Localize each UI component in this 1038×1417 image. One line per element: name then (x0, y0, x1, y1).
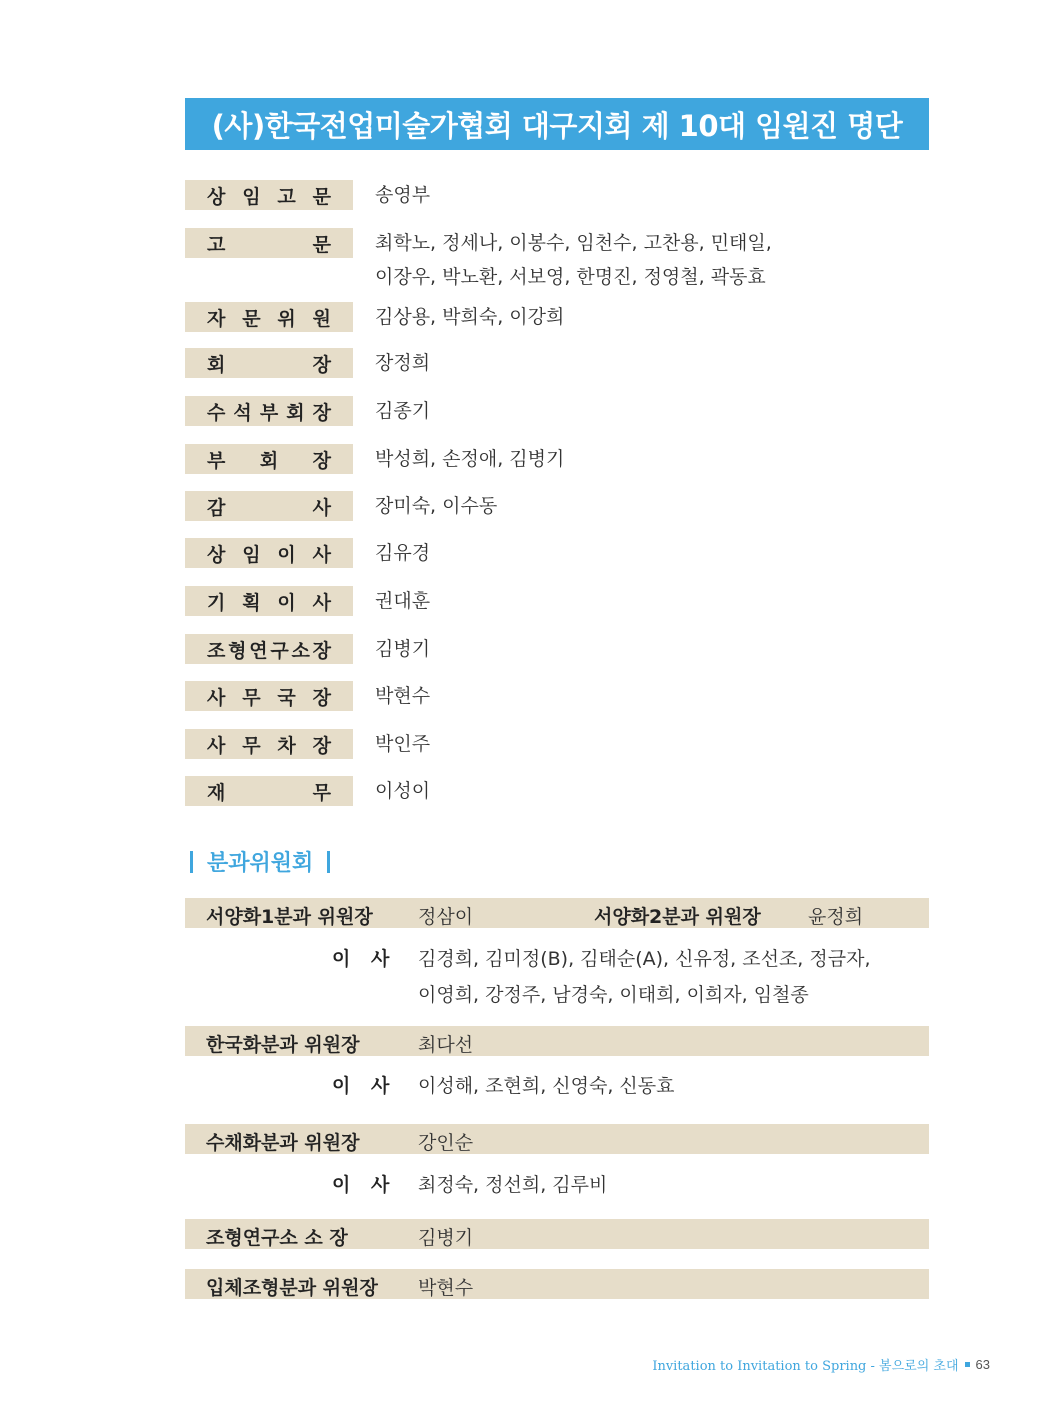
officer-names-line: 권대훈 (375, 590, 431, 612)
officer-role-char: 무 (242, 686, 261, 709)
committee-heading (190, 846, 330, 877)
officer-role (185, 228, 353, 258)
officer-role (185, 348, 353, 378)
officer-role-char: 회 (207, 353, 226, 376)
officer-names-line: 김병기 (375, 638, 431, 660)
officer-role (185, 538, 353, 568)
korean-chair: 최다선 (418, 1034, 474, 1056)
officer-role-char: 사 (312, 543, 331, 566)
western-directors-line2: 이영희, 강정주, 남경숙, 이태희, 이희자, 임철종 (418, 984, 809, 1006)
officer-role-char: 원 (312, 307, 331, 330)
officer-names-line: 이성이 (375, 780, 431, 802)
page-number: 63 (975, 1357, 990, 1372)
officer-role-char: 차 (277, 734, 296, 757)
officer-role (185, 729, 353, 759)
officer-role (185, 776, 353, 806)
officer-role-char: 위 (277, 307, 296, 330)
watercolor-label: 수채화분과 위원장 (206, 1132, 360, 1154)
korean-directors-label: 이 사 (332, 1075, 390, 1097)
officer-role (185, 491, 353, 521)
officer-role-char: 장 (312, 639, 331, 662)
officer-row (185, 491, 497, 523)
watercolor-chair: 강인순 (418, 1132, 474, 1154)
officer-names (375, 632, 430, 666)
officer-role-char: 석 (233, 401, 252, 424)
officer-role-char: 기 (207, 591, 226, 614)
officer-names-line: 송영부 (375, 184, 431, 206)
officer-role-char: 획 (242, 591, 261, 614)
officer-role-char: 사 (207, 686, 226, 709)
heading-bar-right (327, 851, 330, 873)
officer-names (375, 300, 564, 334)
officer-role-char: 감 (207, 496, 226, 519)
officer-role-char: 무 (312, 781, 331, 804)
officer-row (185, 228, 772, 294)
officer-role-char: 장 (312, 686, 331, 709)
officer-row (185, 180, 430, 212)
officer-role (185, 180, 353, 210)
officer-role-char: 임 (242, 543, 261, 566)
officer-role-char: 장 (312, 734, 331, 757)
officer-role (185, 302, 353, 332)
officer-role (185, 634, 353, 664)
officer-role-char: 이 (277, 543, 296, 566)
western-directors-label: 이 사 (332, 948, 390, 970)
heading-bar-left (190, 851, 193, 873)
officer-row (185, 681, 430, 713)
officer-row (185, 776, 430, 808)
officer-role-char: 조 (207, 639, 226, 662)
western2-label: 서양화2분과 위원장 (594, 906, 761, 928)
officer-role-char: 자 (207, 307, 226, 330)
officer-role-char: 장 (312, 353, 331, 376)
watercolor-directors: 최정숙, 정선희, 김루비 (418, 1174, 608, 1196)
western1-label: 서양화1분과 위원장 (206, 906, 373, 928)
officer-names (375, 679, 430, 713)
officer-role-char: 고 (207, 233, 226, 256)
officer-names (375, 584, 430, 618)
officer-row (185, 396, 430, 428)
officer-role-char: 회 (286, 401, 305, 424)
korean-label: 한국화분과 위원장 (206, 1034, 360, 1056)
western1-chair: 정삼이 (418, 906, 474, 928)
officer-names-line: 김유경 (375, 542, 431, 564)
officer-role-char: 고 (277, 185, 296, 208)
officer-role-char: 형 (228, 639, 247, 662)
officer-role-char: 회 (259, 449, 279, 472)
officer-role-char: 사 (207, 734, 226, 757)
officer-role-char: 소 (291, 639, 310, 662)
western-directors-line1: 김경희, 김미정(B), 김태순(A), 신유정, 조선조, 정금자, (418, 948, 871, 970)
officer-names-line: 장정희 (375, 352, 431, 374)
officer-names (375, 442, 564, 476)
officer-role-char: 문 (312, 233, 331, 256)
officer-names (375, 774, 430, 808)
lab-label: 조형연구소 소 장 (206, 1227, 348, 1249)
officer-role-char: 문 (312, 185, 331, 208)
committee-heading-text: 분과위원회 (207, 851, 314, 876)
officer-names-line: 김상용, 박희숙, 이강희 (375, 306, 565, 328)
officer-role (185, 444, 353, 474)
western2-chair: 윤정희 (808, 906, 864, 928)
watercolor-directors-label: 이 사 (332, 1174, 390, 1196)
officer-names-line: 박인주 (375, 733, 431, 755)
footer-text: Invitation to Invitation to Spring - 봄으로의 초대 (652, 1359, 959, 1374)
officer-row (185, 538, 430, 570)
officer-role-char: 수 (207, 401, 226, 424)
officer-role-char: 상 (207, 185, 226, 208)
officer-role-char: 장 (312, 401, 331, 424)
officer-row (185, 634, 430, 666)
officer-role-char: 상 (207, 543, 226, 566)
officer-role (185, 396, 353, 426)
officer-names (375, 394, 430, 428)
officer-row (185, 444, 564, 476)
officer-role-char: 장 (312, 449, 331, 472)
officer-names (375, 226, 772, 294)
sculpture-label: 입체조형분과 위원장 (206, 1277, 378, 1299)
officer-names-line: 이장우, 박노환, 서보영, 한명진, 정영철, 곽동효 (375, 266, 766, 288)
officer-role (185, 586, 353, 616)
officer-names (375, 727, 430, 761)
page-footer (652, 1355, 990, 1374)
officer-role-char: 임 (242, 185, 261, 208)
officer-role-char: 사 (312, 496, 331, 519)
officer-role-char: 부 (207, 449, 226, 472)
officer-role-char: 사 (312, 591, 331, 614)
officer-role-char: 부 (259, 401, 279, 424)
officer-role-char: 재 (207, 781, 226, 804)
officer-names (375, 346, 430, 380)
officer-role-char: 국 (277, 686, 296, 709)
officer-names (375, 178, 430, 212)
lab-chair: 김병기 (418, 1227, 474, 1249)
officer-role-char: 연 (249, 639, 268, 662)
officer-names-line: 박성희, 손정애, 김병기 (375, 448, 565, 470)
korean-directors: 이성해, 조현희, 신영숙, 신동효 (418, 1075, 675, 1097)
officer-role-char: 구 (270, 639, 289, 662)
officer-names (375, 536, 430, 570)
footer-dot-icon (965, 1362, 970, 1367)
officer-role-char: 문 (242, 307, 261, 330)
officer-names-line: 김종기 (375, 400, 431, 422)
officer-role-char: 이 (277, 591, 296, 614)
officer-names-line: 박현수 (375, 685, 431, 707)
page-title: (사)한국전업미술가협회 대구지회 제 10대 임원진 명단 (185, 98, 929, 150)
officer-role-char: 무 (242, 734, 261, 757)
officer-row (185, 302, 564, 334)
officer-row (185, 729, 430, 761)
officer-row (185, 586, 430, 618)
officer-names (375, 489, 497, 523)
officer-row (185, 348, 430, 380)
officer-names-line: 장미숙, 이수동 (375, 495, 498, 517)
officer-role (185, 681, 353, 711)
officer-names-line: 최학노, 정세나, 이봉수, 임천수, 고찬용, 민태일, (375, 232, 772, 254)
sculpture-chair: 박현수 (418, 1277, 474, 1299)
